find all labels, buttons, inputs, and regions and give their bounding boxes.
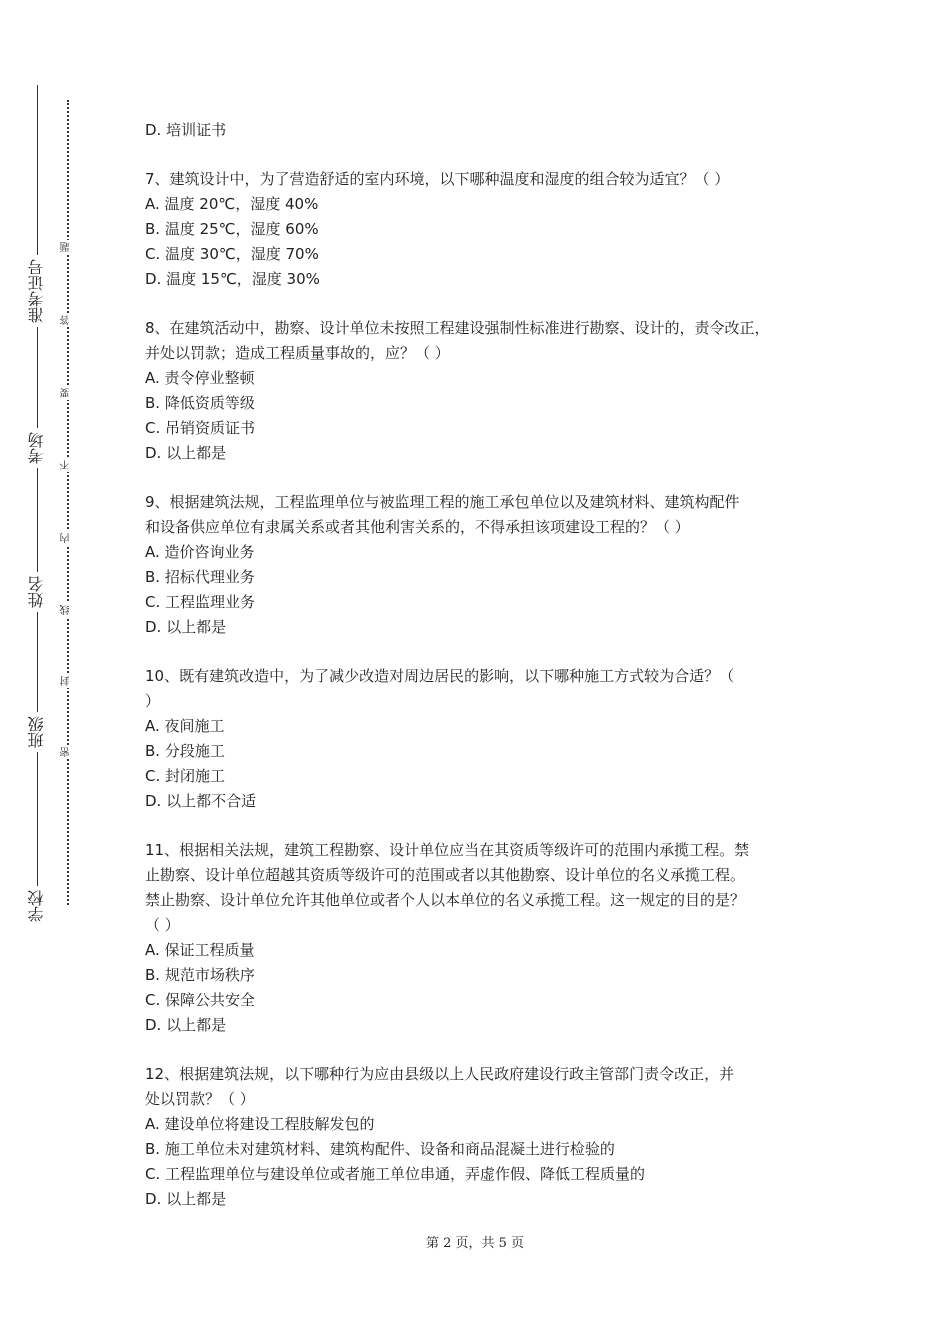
option-a: A. 造价咨询业务 — [145, 543, 255, 561]
option-c: C. 温度 30℃，湿度 70% — [145, 245, 319, 263]
option-b: B. 施工单位未对建筑材料、建筑构配件、设备和商品混凝土进行检验的 — [145, 1140, 615, 1158]
seal-char: 题 — [58, 240, 76, 254]
question-11 — [145, 838, 825, 1038]
option-a: A. 保证工程质量 — [145, 941, 255, 959]
option-a: A. 温度 20℃，湿度 40% — [145, 195, 319, 213]
option-c: C. 吊销资质证书 — [145, 419, 256, 437]
field-class: 班级 — [22, 712, 52, 752]
question-content — [145, 118, 825, 1236]
seal-char: 密 — [58, 745, 76, 759]
question-stem: 11、根据相关法规，建筑工程勘察、设计单位应当在其资质等级许可的范围内承揽工程。禁 — [145, 841, 750, 859]
previous-question-tail — [145, 118, 825, 143]
option-b: B. 温度 25℃，湿度 60% — [145, 220, 319, 238]
option-b: B. 降低资质等级 — [145, 394, 255, 412]
seal-char: 封 — [58, 674, 76, 688]
question-stem: 8、在建筑活动中，勘察、设计单位未按照工程建设强制性标准进行勘察、设计的，责令改正， — [145, 319, 770, 337]
field-exam-room: 考场 — [22, 428, 52, 468]
seal-char: 答 — [58, 313, 76, 327]
option-c: C. 工程监理单位与建设单位或者施工单位串通，弄虚作假、降低工程质量的 — [145, 1165, 646, 1183]
option-b: B. 招标代理业务 — [145, 568, 255, 586]
option-c: C. 工程监理业务 — [145, 593, 256, 611]
question-8 — [145, 316, 825, 466]
field-name: 姓名 — [22, 572, 52, 612]
question-stem: 10、既有建筑改造中，为了减少改造对周边居民的影响，以下哪种施工方式较为合适？（ — [145, 667, 735, 685]
question-stem: （ ） — [145, 916, 180, 934]
field-school: 学校 — [22, 886, 52, 926]
question-stem: 和设备供应单位有隶属关系或者其他利害关系的，不得承担该项建设工程的？（ ） — [145, 518, 690, 536]
option-d: D. 以上都是 — [145, 1016, 227, 1034]
option-a: A. 夜间施工 — [145, 717, 225, 735]
question-stem: 12、根据建筑法规，以下哪种行为应由县级以上人民政府建设行政主管部门责令改正，并 — [145, 1065, 735, 1083]
option-b: B. 规范市场秩序 — [145, 966, 255, 984]
binding-solid-line — [37, 85, 38, 905]
question-stem: 处以罚款？（ ） — [145, 1090, 255, 1108]
question-stem: 止勘察、设计单位超越其资质等级许可的范围或者以其他勘察、设计单位的名义承揽工程。 — [145, 866, 746, 884]
option-d: D. 以上都不合适 — [145, 792, 257, 810]
question-stem: 并处以罚款；造成工程质量事故的，应？（ ） — [145, 344, 450, 362]
question-stem: 7、建筑设计中，为了营造舒适的室内环境，以下哪种温度和湿度的组合较为适宜？（ ） — [145, 170, 730, 188]
binding-dotted-line — [67, 100, 69, 905]
option-d: D. 以上都是 — [145, 1190, 227, 1208]
option-a: A. 责令停业整顿 — [145, 369, 255, 387]
seal-char: 不 — [58, 458, 76, 472]
seal-char: 线 — [58, 603, 76, 617]
question-stem: 禁止勘察、设计单位允许其他单位或者个人以本单位的名义承揽工程。这一规定的目的是？ — [145, 891, 746, 909]
question-stem: 9、根据建筑法规，工程监理单位与被监理工程的施工承包单位以及建筑材料、建筑构配件 — [145, 493, 740, 511]
option: D. 培训证书 — [145, 121, 227, 139]
question-stem: ） — [145, 692, 161, 710]
binding-margin — [0, 0, 110, 1344]
question-12 — [145, 1062, 825, 1212]
option-c: C. 封闭施工 — [145, 767, 226, 785]
seal-char: 要 — [58, 386, 76, 400]
page-footer: 第 2 页，共 5 页 — [425, 1236, 525, 1251]
question-10 — [145, 664, 825, 814]
option-d: D. 以上都是 — [145, 618, 227, 636]
question-9 — [145, 490, 825, 640]
option-d: D. 以上都是 — [145, 444, 227, 462]
option-d: D. 温度 15℃，湿度 30% — [145, 270, 320, 288]
option-b: B. 分段施工 — [145, 742, 225, 760]
seal-char: 内 — [58, 531, 76, 545]
question-7 — [145, 167, 825, 292]
option-c: C. 保障公共安全 — [145, 991, 256, 1009]
field-admission-number: 准考证号 — [22, 255, 52, 327]
option-a: A. 建设单位将建设工程肢解发包的 — [145, 1115, 375, 1133]
